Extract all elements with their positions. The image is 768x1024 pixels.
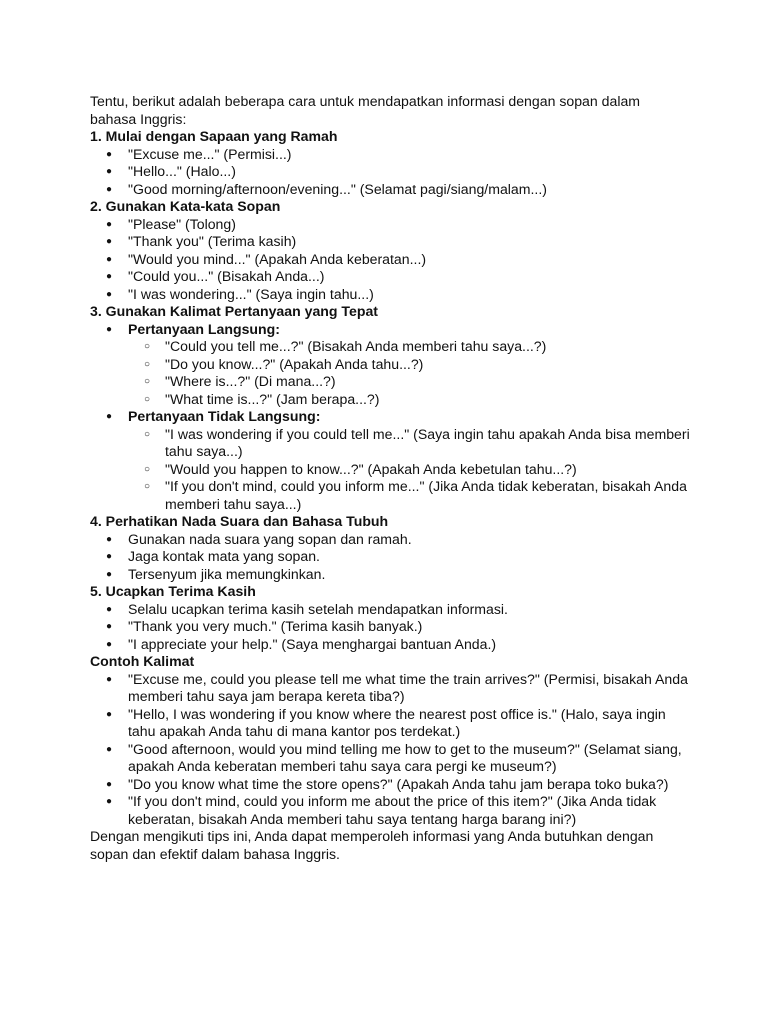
list-item: ● "Would you mind..." (Apakah Anda keberatan...) [90,251,690,269]
list-item: ● "Excuse me..." (Permisi...) [90,146,690,164]
list-item: ● "Hello..." (Halo...) [90,163,690,181]
section-heading-thanks: 5. Ucapkan Terima Kasih [90,583,256,599]
list-item: ● Gunakan nada suara yang sopan dan ramah. [90,531,690,549]
list-item: ● "Please" (Tolong) [90,216,690,234]
section-heading-questions: 3. Gunakan Kalimat Pertanyaan yang Tepat [90,303,378,319]
sub-list-item: ○ "Where is...?" (Di mana...?) [128,373,690,391]
list-item: ● "Good afternoon, would you mind telling me how to get to the museum?" (Selamat siang, apakah Anda keberatan memberi tahu saya cara pergi ke museum?) [90,741,690,776]
sub-list-item: ○ "Could you tell me...?" (Bisakah Anda memberi tahu saya...?) [128,338,690,356]
list-item: ● "I appreciate your help." (Saya menghargai bantuan Anda.) [90,636,690,654]
list-item: ● "Thank you very much." (Terima kasih banyak.) [90,618,690,636]
sub-list-item: ○ "Do you know...?" (Apakah Anda tahu...?) [128,356,690,374]
indirect-questions-list [128,426,690,514]
examples-list [90,671,690,829]
list-item: ● "Excuse me, could you please tell me what time the train arrives?" (Permisi, bisakah Anda memberi tahu saya jam berapa kereta tiba?) [90,671,690,706]
group-label-direct: Pertanyaan Langsung: [128,320,280,337]
question-group-direct [90,321,690,409]
section-heading-examples: Contoh Kalimat [90,653,195,669]
list-item: ● "Do you know what time the store opens?" (Apakah Anda tahu jam berapa toko buka?) [90,776,690,794]
section-heading-greeting: 1. Mulai dengan Sapaan yang Ramah [90,128,338,144]
direct-questions-list [128,338,690,408]
question-group-indirect [90,408,690,513]
list-item: ● "Good morning/afternoon/evening..." (Selamat pagi/siang/malam...) [90,181,690,199]
intro-paragraph: Tentu, berikut adalah beberapa cara untuk mendapatkan informasi dengan sopan dalam bahasa Inggris: [90,93,641,127]
group-label-indirect: Pertanyaan Tidak Langsung: [128,408,321,424]
list-item: ● Selalu ucapkan terima kasih setelah mendapatkan informasi. [90,601,690,619]
greeting-list [90,146,690,199]
list-item: ● "Could you..." (Bisakah Anda...) [90,268,690,286]
list-item: ● "Thank you" (Terima kasih) [90,233,690,251]
list-item: ● "Hello, I was wondering if you know where the nearest post office is." (Halo, saya ingin tahu apakah Anda tahu di mana kantor pos terdekat.) [90,706,690,741]
sub-list-item: ○ "If you don't mind, could you inform me..." (Jika Anda tidak keberatan, bisakah Anda memberi tahu saya...) [128,478,690,513]
thanks-list [90,601,690,654]
sub-list-item: ○ "Would you happen to know...?" (Apakah Anda kebetulan tahu...?) [128,461,690,479]
question-groups-list [90,321,690,514]
outro-paragraph: Dengan mengikuti tips ini, Anda dapat memperoleh informasi yang Anda butuhkan dengan sopan dan efektif dalam bahasa Inggris. [90,828,654,862]
sub-list-item: ○ "I was wondering if you could tell me..." (Saya ingin tahu apakah Anda bisa memberi tahu saya...) [128,426,690,461]
list-item: ● "If you don't mind, could you inform me about the price of this item?" (Jika Anda tidak keberatan, bisakah Anda memberi tahu saya tentang harga barang ini?) [90,793,690,828]
tone-list [90,531,690,584]
list-item: ● "I was wondering..." (Saya ingin tahu...) [90,286,690,304]
sub-list-item: ○ "What time is...?" (Jam berapa...?) [128,391,690,409]
document-page [90,93,690,863]
list-item: ● Tersenyum jika memungkinkan. [90,566,690,584]
section-heading-tone: 4. Perhatikan Nada Suara dan Bahasa Tubuh [90,513,389,529]
polite-words-list [90,216,690,304]
list-item: ● Jaga kontak mata yang sopan. [90,548,690,566]
section-heading-polite-words: 2. Gunakan Kata-kata Sopan [90,198,281,214]
